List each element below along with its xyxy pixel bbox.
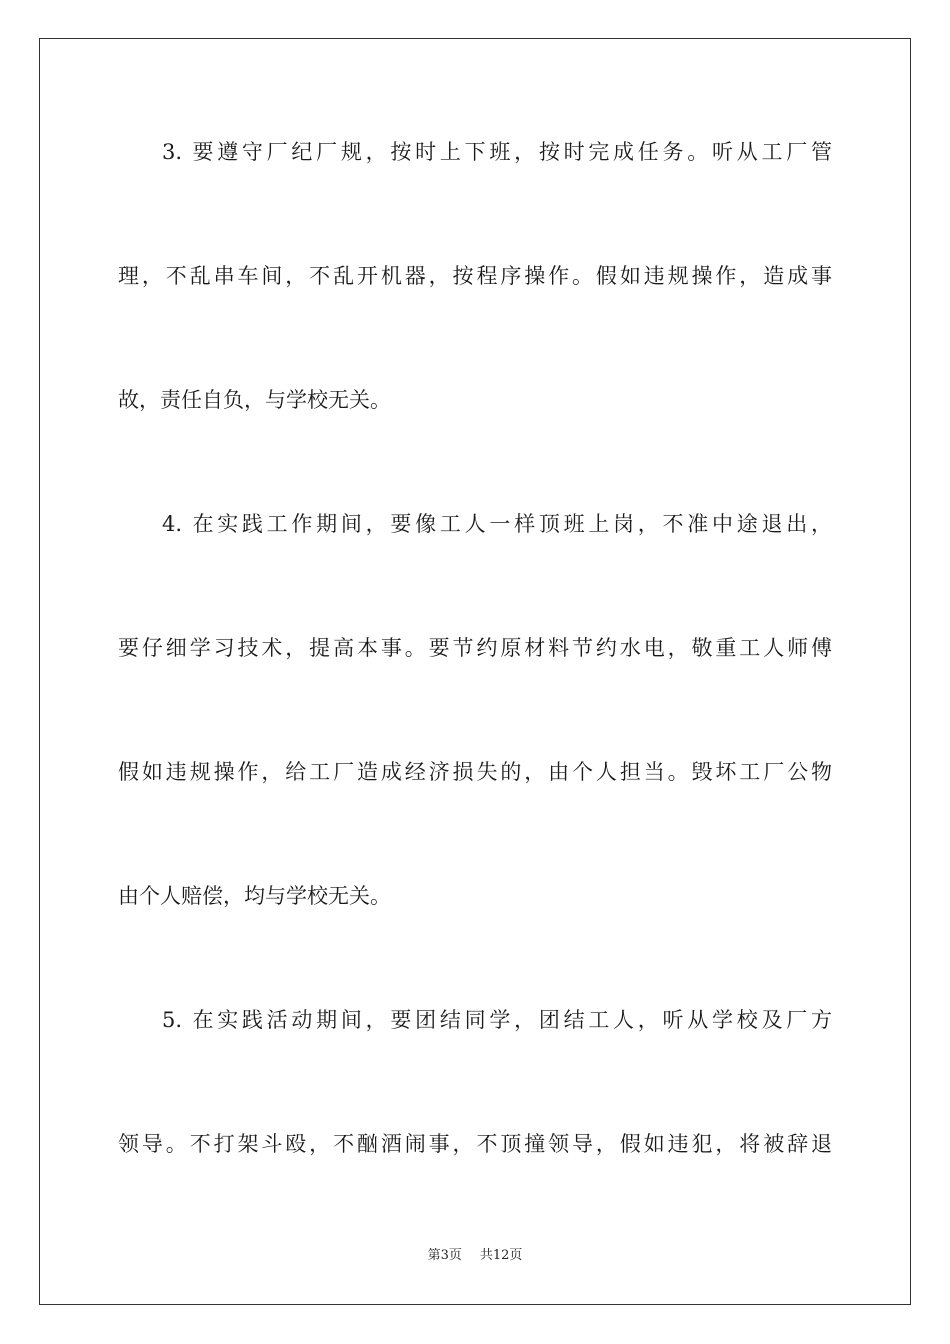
paragraph-3-line-3: 故，责任自负，与学校无关。 bbox=[118, 388, 391, 412]
page-number-total: 共12页 bbox=[479, 1248, 523, 1263]
paragraph-4-line-4: 由个人赔偿，均与学校无关。 bbox=[118, 884, 391, 908]
paragraph-4-line-2: 要仔细学习技术，提高本事。要节约原材料节约水电，敬重工人师傅 bbox=[118, 636, 832, 660]
page-border bbox=[39, 38, 911, 1305]
paragraph-5-line-2: 领导。不打架斗殴，不酗酒闹事，不顶撞领导，假如违犯，将被辞退 bbox=[118, 1132, 832, 1156]
paragraph-5-line-1: 5. 在实践活动期间，要团结同学，团结工人，听从学校及厂方 bbox=[162, 1008, 832, 1032]
page-footer bbox=[0, 1247, 950, 1265]
page-number-current: 第3页 bbox=[427, 1248, 462, 1263]
paragraph-3-line-2: 理，不乱串车间，不乱开机器，按程序操作。假如违规操作，造成事 bbox=[118, 264, 832, 288]
paragraph-3-line-1: 3. 要遵守厂纪厂规，按时上下班，按时完成任务。听从工厂管 bbox=[162, 140, 832, 164]
paragraph-4-line-3: 假如违规操作，给工厂造成经济损失的，由个人担当。毁坏工厂公物 bbox=[118, 760, 832, 784]
paragraph-4-line-1: 4. 在实践工作期间，要像工人一样顶班上岗，不准中途退出， bbox=[162, 512, 832, 536]
